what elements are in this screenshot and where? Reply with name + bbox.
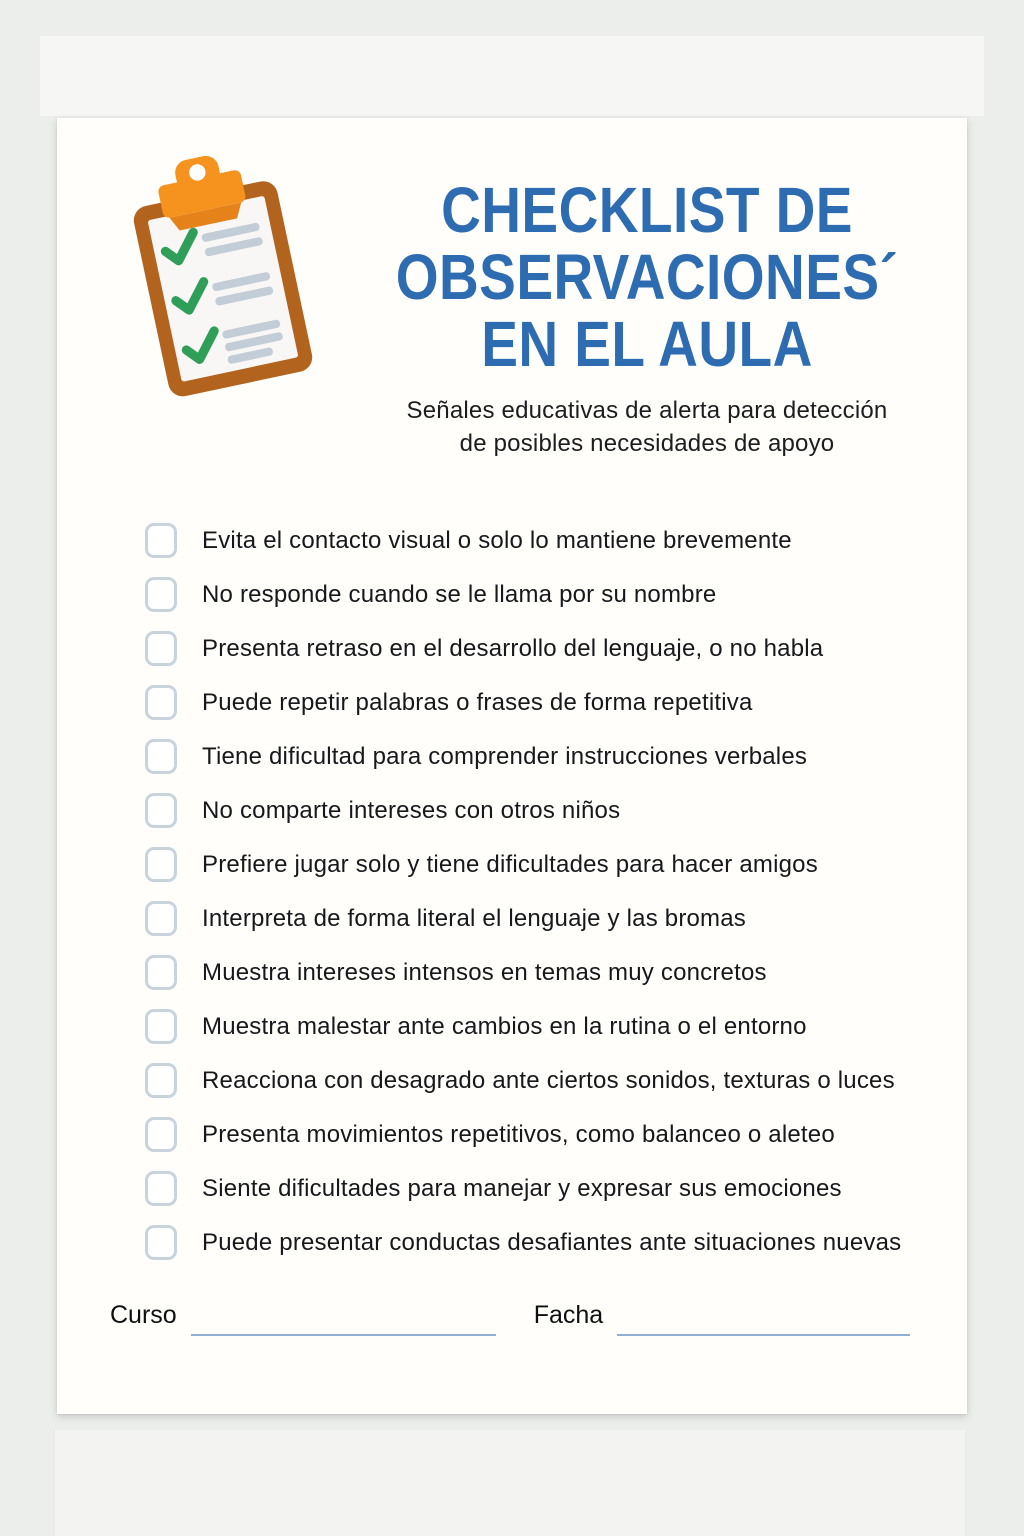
curso-label: Curso xyxy=(110,1301,177,1329)
checklist-item-label: Prefiere jugar solo y tiene dificultades para hacer amigos xyxy=(202,850,818,878)
checklist-row xyxy=(145,1009,935,1044)
checklist-row xyxy=(145,523,935,558)
checklist-item-label: No comparte intereses con otros niños xyxy=(202,796,621,824)
checkbox[interactable] xyxy=(145,1063,177,1098)
checklist-item-label: Reacciona con desagrado ante ciertos sonidos, texturas o luces xyxy=(202,1066,895,1094)
checkbox[interactable] xyxy=(145,523,177,558)
checkbox[interactable] xyxy=(145,1171,177,1206)
checklist-item-label: Siente dificultades para manejar y expresar sus emociones xyxy=(202,1174,842,1202)
checkbox[interactable] xyxy=(145,901,177,936)
checkbox[interactable] xyxy=(145,685,177,720)
checklist-item-label: Tiene dificultad para comprender instrucciones verbales xyxy=(202,742,808,770)
checkbox[interactable] xyxy=(145,1225,177,1260)
checklist-item-label: No responde cuando se le llama por su nombre xyxy=(202,580,717,608)
checkbox[interactable] xyxy=(145,1009,177,1044)
checklist-row xyxy=(145,1117,935,1152)
page-subtitle xyxy=(327,394,967,460)
checklist-row xyxy=(145,631,935,666)
subtitle-line-1: Señales educativas de alerta para detección xyxy=(406,397,888,424)
next-page-edge xyxy=(55,1430,965,1536)
checklist-row xyxy=(145,739,935,774)
checkbox[interactable] xyxy=(145,577,177,612)
checklist-item-label: Puede presentar conductas desafiantes ante situaciones nuevas xyxy=(202,1228,902,1256)
checklist-item-label: Evita el contacto visual o solo lo mantiene brevemente xyxy=(202,526,792,554)
checklist-row xyxy=(145,847,935,882)
checkbox[interactable] xyxy=(145,631,177,666)
checkbox[interactable] xyxy=(145,739,177,774)
checkbox[interactable] xyxy=(145,793,177,828)
title-line-3: EN EL AULA xyxy=(481,308,813,380)
checklist-row xyxy=(145,577,935,612)
checklist-row xyxy=(145,901,935,936)
checklist-row xyxy=(145,685,935,720)
previous-page-edge xyxy=(40,36,984,116)
checkbox[interactable] xyxy=(145,847,177,882)
page-title xyxy=(389,174,905,380)
checklist-row xyxy=(145,1063,935,1098)
checkbox[interactable] xyxy=(145,1117,177,1152)
checklist-item-label: Interpreta de forma literal el lenguaje y las bromas xyxy=(202,904,747,932)
checklist-item-label: Muestra intereses intensos en temas muy concretos xyxy=(202,958,767,986)
title-line-2: OBSERVACIONES´ xyxy=(395,241,899,313)
clipboard-icon xyxy=(107,142,327,414)
checklist-row xyxy=(145,1225,935,1260)
checkbox[interactable] xyxy=(145,955,177,990)
curso-input-line[interactable] xyxy=(191,1306,496,1336)
observation-checklist xyxy=(145,523,935,1279)
checklist-item-label: Presenta retraso en el desarrollo del lenguaje, o no habla xyxy=(202,634,824,662)
facha-label: Facha xyxy=(533,1301,604,1329)
checklist-page xyxy=(57,118,967,1414)
checklist-row xyxy=(145,793,935,828)
checklist-item-label: Puede repetir palabras o frases de forma repetitiva xyxy=(202,688,753,716)
checklist-item-label: Muestra malestar ante cambios en la rutina o el entorno xyxy=(202,1012,807,1040)
checklist-item-label: Presenta movimientos repetitivos, como balanceo o aleteo xyxy=(202,1120,835,1148)
footer-fields xyxy=(110,1300,920,1336)
title-line-1: CHECKLIST DE xyxy=(441,174,853,246)
checklist-row xyxy=(145,1171,935,1206)
subtitle-line-2: de posibles necesidades de apoyo xyxy=(459,430,835,457)
checklist-row xyxy=(145,955,935,990)
facha-input-line[interactable] xyxy=(617,1306,910,1336)
